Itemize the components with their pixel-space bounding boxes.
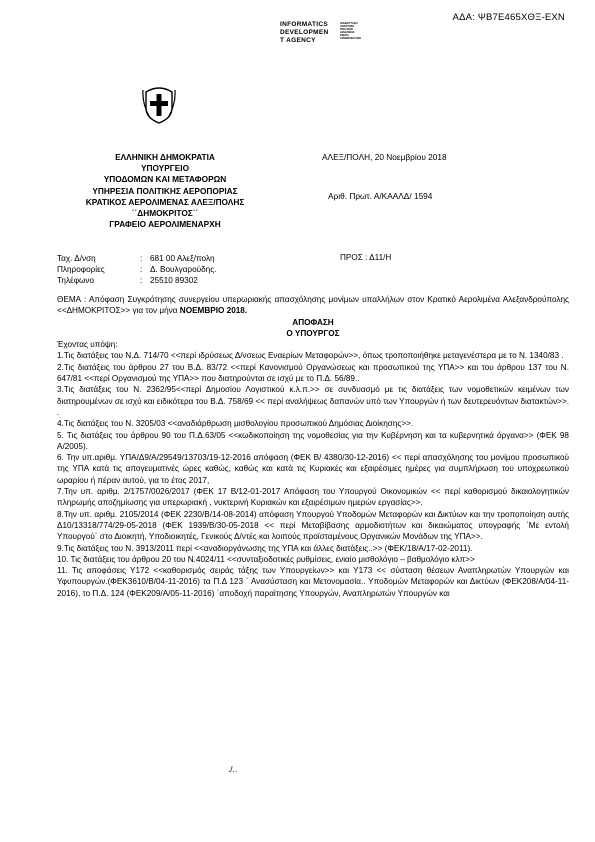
list-item: 3.Τις διατάξεις του Ν. 2362/95<<περί Δημοσίου Λογιστικού κ.λ.π.>> σε συνδυασμό με τις διατάξεις των νομοθετικών κειμένων των διατηρουμένων σε ισχύ και ειδικότερα του Β.Δ. 758/69 << περί αναλήψεως δαπανών υπό των Υπουργών ή των δευτερευόντων διατακτών>>. . [57,385,569,417]
contact-row: Ταχ. Δ/νση : 681 00 Αλεξ/πολη [57,254,215,263]
list-item: 5. Τις διατάξεις του άρθρου 90 του Π.Δ.63/05 <<κωδικοποίηση της νομοθεσίας για την Κυβέρνηση και τα κυβερνητικά όργανα>> (ΦΕΚ 98 Α/2005). [57,430,569,451]
document-date: ΑΛΕΞ/ΠΟΛΗ, 20 Νοεμβρίου 2018 [322,152,447,162]
ida-logo-greek: ΔΙΑΔΙΚΤΥΑΚΗ ΑΝΑΡΤΗΣΗ ΠΡΑΞΕΩΝ ΔΙΑΦΑΝΕΙΑ ΕΝΙΑΙΑ ΑΡΙΘΜΟΔΟΤΗΣΗ [340,22,362,40]
decision-title: ΑΠΟΦΑΣΗ [292,317,334,327]
protocol-number: Αριθ. Πρωτ. Α/ΚΑΑΛΔ/ 1594 [328,191,433,201]
intro-line: Έχοντας υπόψη: [57,340,118,350]
ida-logo-english: INFORMATICS DEVELOPMEN T AGENCY [280,21,329,44]
list-item: 1.Τις διατάξεις του Ν.Δ. 714/70 <<περί ιδρύσεως Δ/νσεως Εναερίων Μεταφορών>>, όπως τροποποιήθηκε μεταγενέστερα με το Ν. 1340/83 . [57,351,564,361]
list-item: 2.Τις διατάξεις του άρθρου 27 του Β.Δ. 83/72 <<περί Κανονισμού Οργανώσεως και προσωπικού της ΥΠΑ>> και του άρθρου 137 του Ν. 647/81 <<περί Οργανισμού της ΥΠΑ>> που διατηρούνται σε ισχύ με το Π.Δ. 56/89.. [57,362,569,384]
list-item: 4.Τις διατάξεις του Ν. 3205/03 <<αναδιάρθρωση μισθολογίου προσωπικού Δημόσιας Διοίκησης>>. [57,419,414,429]
issuer-header: ΕΛΛΗΝΙΚΗ ΔΗΜΟΚΡΑΤΙΑ ΥΠΟΥΡΓΕΙΟ ΥΠΟΔΟΜΩΝ ΚΑΙ ΜΕΤΑΦΟΡΩΝ ΥΠΗΡΕΣΙΑ ΠΟΛΙΤΙΚΗΣ ΑΕΡΟΠΟΡΙΑΣ ΚΡΑΤΙΚΟΣ ΑΕΡΟΛΙΜΕΝΑΣ ΑΛΕΞ/ΠΟΛΗΣ ΄΄ΔΗΜΟΚΡΙΤΟΣ΄΄ ΓΡΑΦΕΙΟ ΑΕΡΟΛΙΜΕΝΑΡΧΗ [85,152,245,230]
recipient: ΠΡΟΣ : Δ11/Η [340,253,392,262]
ada-code: ΑΔΑ: ΨΒ7Ε465ΧΘΞ-ΕΧΝ [452,12,565,23]
list-item: 10. Τις διατάξεις του άρθρου 20 του Ν.4024/11 <<συνταξιοδοτικές ρυθμίσεις, ενιαίο μισθολόγιο – βαθμολόγιο κλπ>> [57,554,475,564]
list-item: 9.Τις διατάξεις του Ν. 3913/2011 περί <<αναδιοργάνωσης της ΥΠΑ και άλλες διατάξεις..>> (ΦΕΚ/18/Α/17-02-2011). [57,543,473,553]
list-item: 7.Την υπ. αριθμ. 2/1757/0026/2017 (ΦΕΚ 17 Β/12-01-2017 Απόφαση του Υπουργού Οικονομικών << περί καθορισμού δικαιολογητικών πληρωμής αποζημίωσης για υπερωριακή , νυκτερινή Κυριακών και εξαιρέσιμων ημερών εργασίας>>. [57,487,569,508]
greek-coat-of-arms-icon [142,84,176,124]
minister-title: Ο ΥΠΟΥΡΓΟΣ [286,328,340,338]
list-item: 11. Τις αποφάσεις Υ172 <<καθορισμός σειράς τάξης των Υπουργείων>> και Υ173 << σύσταση θέσεων Αναπληρωτών Υπουργών και Υφυπουργών.(ΦΕΚ3610/Β/04-11-2016) τα Π.Δ 123 ΄ Ανασύσταση και Μετονομασία.. Υποδομών Μεταφορών και Δικτύων (ΦΕΚ208/Α/04-11-2016), το Π.Δ. 124 (ΦΕΚ209/Α/05-11-2016) ΄αποδοχή παραίτησης Υπουργών, Αναπληρωτών Υπουργών και [57,566,569,598]
contact-row: Τηλέφωνο : 25510 89302 [57,276,198,285]
contact-row: Πληροφορίες : Δ. Βουλγαρούδης. [57,265,217,274]
document-body [57,294,569,599]
contact-block [57,253,216,286]
list-item: 6. Την υπ.αριθμ. ΥΠΑ/Δ9/Α/29549/13703/19-12-2016 απόφαση (ΦΕΚ Β/ 4380/30-12-2016) << περί απασχόλησης του μονίμου προσωπικού της ΥΠΑ κατά τις απογευματινές ώρες καθώς, καθώς και κατά τις Κυριακές και εξαιρέσιμες ημέρες για συμπλήρωση του υποχρεωτικού ωραρίου ή πέραν αυτού, για το έτος 2017, [57,453,569,485]
continuation-mark: ./.. [228,765,238,774]
list-item: 8.Την υπ. αριθμ. 2105/2014 (ΦΕΚ 2230/Β/14-08-2014) απόφαση Υπουργού Υποδομών Μεταφορών και Δικτύων και την τροποποίηση αυτής Δ10/13318/774/29-05-2018 (ΦΕΚ 1939/Β/30-05-2018 << περί Μεταβίβασης αρμοδιοτήτων και δικαιώματος υπογραφής ΄Με εντολή Υπουργού΄ στο Διοικητή, Υποδιοικητές, Γενικούς Δ/ντές και λοιπούς προϊσταμένους Οργανικών Μονάδων της ΥΠΑ>>. [57,509,569,542]
subject: ΘΕΜΑ : Απόφαση Συγκρότησης συνεργείου υπερωριακής απασχόλησης μονίμων υπαλλήλων στον Κρατικό Αερολιμένα Αλεξανδρούπολης <<ΔΗΜΟΚΡΙΤΟΣ>> για τον μήνα ΝΟΕΜΒΡΙΟ 2018. [57,295,569,316]
